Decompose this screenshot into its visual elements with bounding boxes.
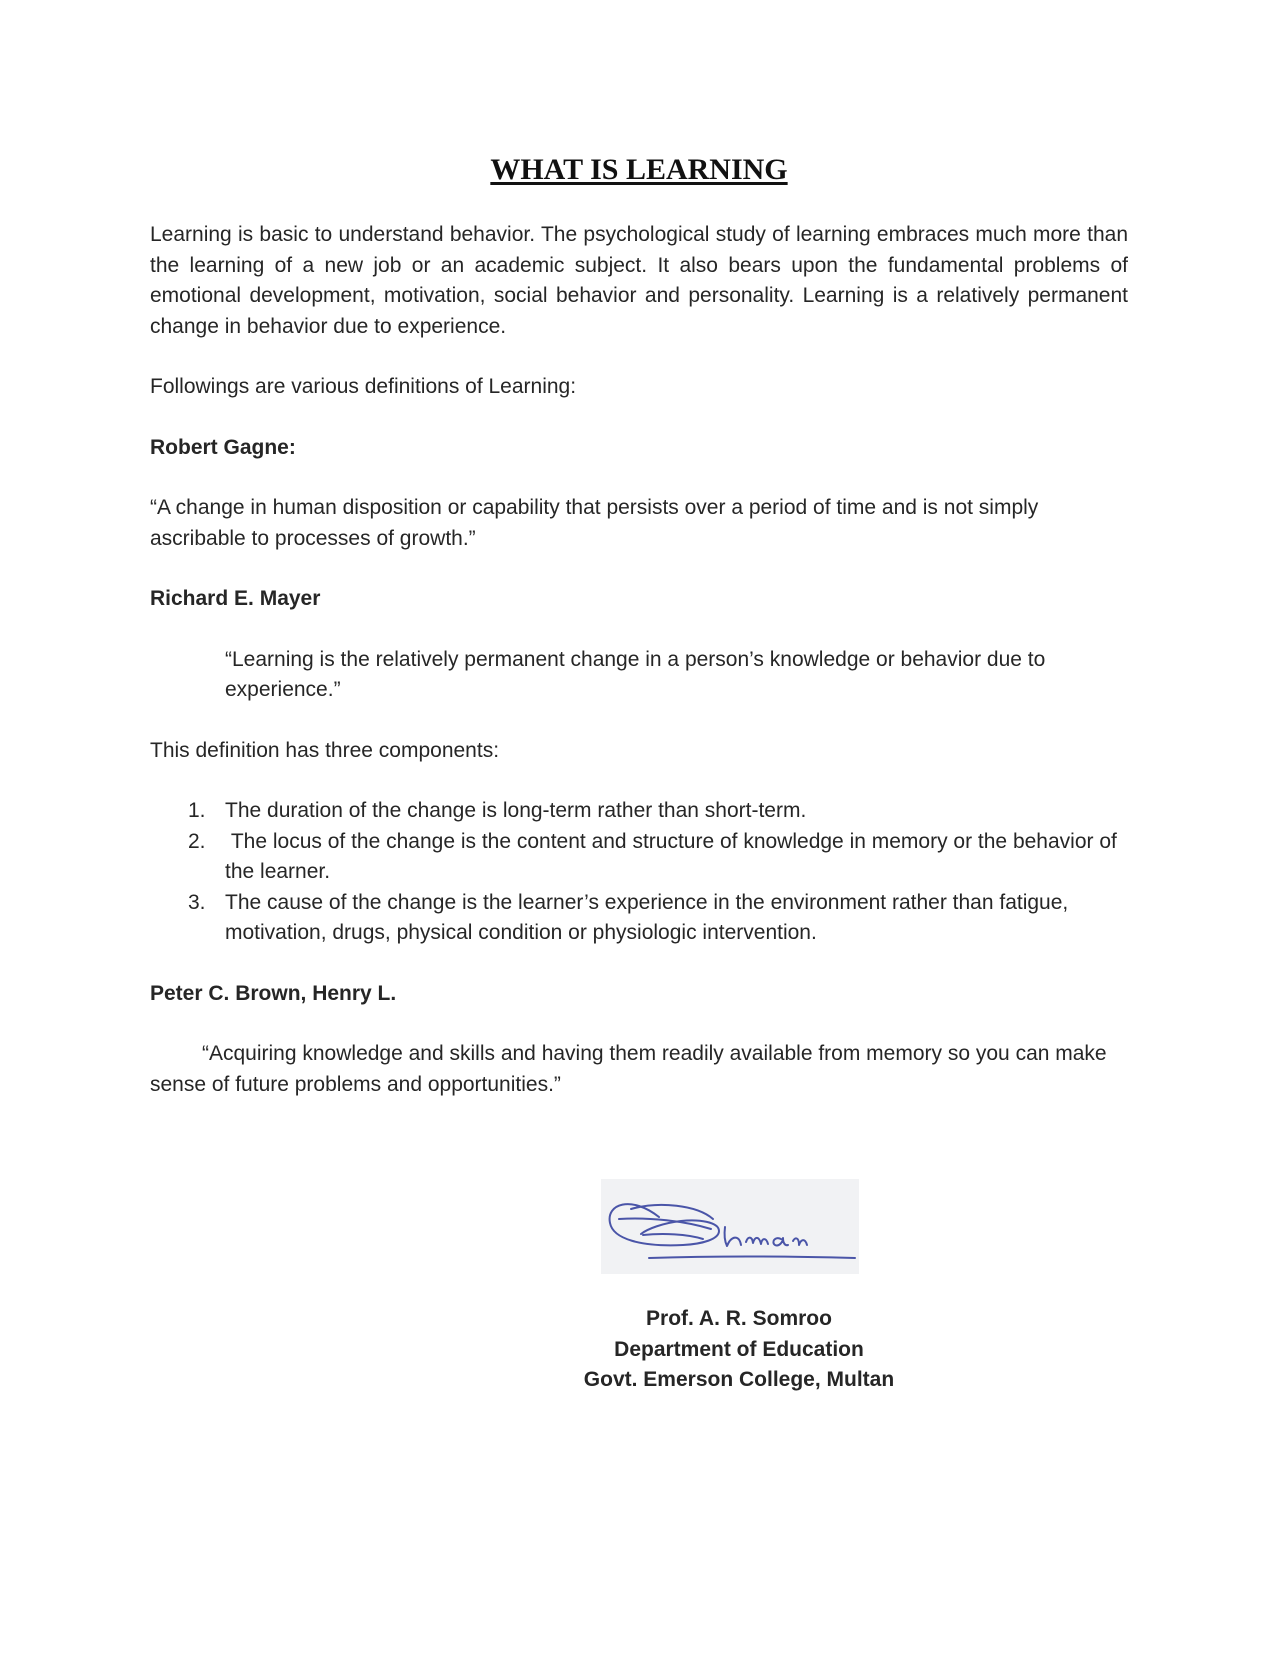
definitions-intro: Followings are various definitions of Learning: (150, 375, 577, 398)
signatory-name: Prof. A. R. Somroo (646, 1307, 832, 1330)
definition-author-gagne: Robert Gagne: (150, 435, 296, 459)
list-item-text: The locus of the change is the content and structure of knowledge in memory or the behavior of the learner. (225, 829, 1123, 883)
list-item (150, 827, 1128, 888)
components-intro: This definition has three components: (150, 738, 500, 762)
page-title: WHAT IS LEARNING (490, 153, 788, 186)
handwritten-signature (601, 1179, 859, 1274)
list-item-text: The duration of the change is long-term rather than short-term. (225, 799, 807, 822)
signature-icon (601, 1179, 859, 1274)
signatory-institution: Govt. Emerson College, Multan (583, 1368, 895, 1391)
definition-author-mayer: Richard E. Mayer (150, 587, 321, 610)
list-item (150, 888, 1128, 949)
list-item-number: 2. (188, 829, 206, 853)
intro-paragraph: Learning is basic to understand behavior. The psychological study of learning embraces much more than the learning of a new job or an academic subject. It also bears upon the fundamental problems of emotional development, motivation, social behavior and personality. Learning is a relatively permanent change in behavior due to experience. (150, 223, 1128, 338)
document-body (150, 150, 1128, 1130)
signature-block (529, 1304, 949, 1396)
definition-author-brown: Peter C. Brown, Henry L. (150, 981, 397, 1005)
definition-quote-mayer: “Learning is the relatively permanent change in a person’s knowledge or behavior due to experience.” (225, 647, 1046, 701)
signatory-department: Department of Education (614, 1337, 864, 1361)
list-item-number: 1. (188, 799, 206, 822)
list-item-number: 3. (188, 890, 206, 914)
list-item (150, 796, 1128, 827)
definition-quote-gagne: “A change in human disposition or capability that persists over a period of time and is not simply ascribable to processes of growth.” (150, 496, 1039, 550)
definition-quote-brown: “Acquiring knowledge and skills and having them readily available from memory so you can make sense of future problems and opportunities.” (150, 1042, 1107, 1096)
list-item-text: The cause of the change is the learner’s experience in the environment rather than fatigue, motivation, drugs, physical condition or physiologic intervention. (225, 890, 1069, 944)
components-list (150, 796, 1128, 949)
